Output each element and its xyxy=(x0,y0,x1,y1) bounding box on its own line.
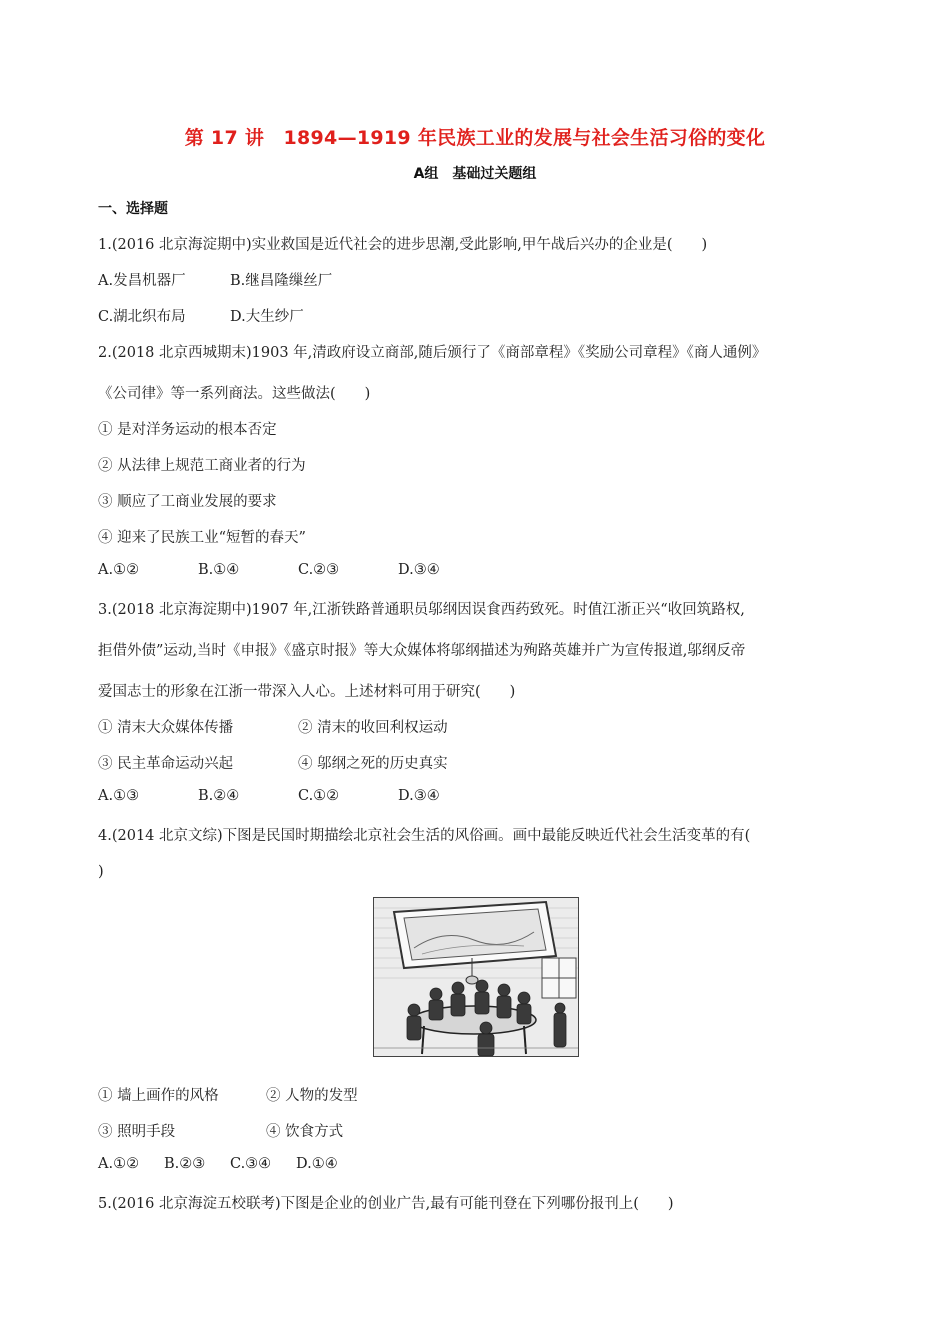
q4-options xyxy=(98,1156,338,1172)
q3-stem-line-1: 3.(2018 北京海淀期中)1907 年,江浙铁路普通职员邬纲因误食西药致死。时值江浙正兴“收回筑路权, xyxy=(98,602,745,618)
q2-statement-3: ③ 顺应了工商业发展的要求 xyxy=(98,494,277,510)
q4-option-b[interactable]: B.②③ xyxy=(164,1156,206,1172)
genre-painting-illustration xyxy=(374,898,578,1056)
q2-option-c[interactable]: C.②③ xyxy=(298,562,340,578)
q4-statements-row-1 xyxy=(98,1084,358,1105)
q2-options xyxy=(98,562,440,578)
group-title: A组 基础过关题组 xyxy=(413,166,537,182)
q3-option-d[interactable]: D.③④ xyxy=(398,788,440,804)
q3-stem-line-2: 拒借外债”运动,当时《申报》《盛京时报》等大众媒体将邬纲描述为殉路英雄并广为宣传报道,邬纲反帝 xyxy=(98,643,746,659)
q2-option-a[interactable]: A.①② xyxy=(98,562,140,578)
q4-statements-row-2 xyxy=(98,1120,343,1141)
q4-option-d[interactable]: D.①④ xyxy=(296,1156,338,1172)
section-title: 一、选择题 xyxy=(98,201,168,217)
q2-option-b[interactable]: B.①④ xyxy=(198,562,240,578)
q4-statement-1: ① 墙上画作的风格 xyxy=(98,1088,219,1104)
q4-statement-3: ③ 照明手段 xyxy=(98,1124,176,1140)
genre-painting-figure xyxy=(373,897,579,1057)
q5-stem: 5.(2016 北京海淀五校联考)下图是企业的创业广告,最有可能刊登在下列哪份报刊上( ) xyxy=(98,1196,674,1212)
q3-options xyxy=(98,788,440,804)
q3-option-b[interactable]: B.②④ xyxy=(198,788,240,804)
q4-option-c[interactable]: C.③④ xyxy=(230,1156,272,1172)
q2-statement-2: ② 从法律上规范工商业者的行为 xyxy=(98,458,306,474)
q2-statement-4: ④ 迎来了民族工业“短暂的春天” xyxy=(98,530,306,546)
q4-stem-line-1: 4.(2014 北京文综)下图是民国时期描绘北京社会生活的风俗画。画中最能反映近代社会生活变革的有( xyxy=(98,828,751,844)
q1-option-b[interactable]: B.继昌隆缫丝厂 xyxy=(230,273,333,289)
q1-options-row-1 xyxy=(98,269,332,290)
q3-option-c[interactable]: C.①② xyxy=(298,788,340,804)
q1-options-row-2 xyxy=(98,305,304,326)
q1-option-c[interactable]: C.湖北织布局 xyxy=(98,309,186,325)
q1-option-a[interactable]: A.发昌机器厂 xyxy=(98,273,186,289)
q2-option-d[interactable]: D.③④ xyxy=(398,562,440,578)
q4-statement-4: ④ 饮食方式 xyxy=(266,1124,344,1140)
page-title: 第 17 讲 1894—1919 年民族工业的发展与社会生活习俗的变化 xyxy=(184,127,766,149)
q1-option-d[interactable]: D.大生纱厂 xyxy=(230,309,304,325)
q3-statement-2: ② 清末的收回利权运动 xyxy=(298,720,448,736)
q3-statement-1: ① 清末大众媒体传播 xyxy=(98,720,234,736)
q2-statement-1: ① 是对洋务运动的根本否定 xyxy=(98,422,277,438)
q3-option-a[interactable]: A.①③ xyxy=(98,788,140,804)
q4-stem-line-2: ) xyxy=(98,864,104,880)
q3-statement-3: ③ 民主革命运动兴起 xyxy=(98,756,234,772)
q2-stem-line-2: 《公司律》等一系列商法。这些做法( ) xyxy=(98,386,371,402)
q3-statements-row-2 xyxy=(98,752,448,773)
q3-stem-line-3: 爱国志士的形象在江浙一带深入人心。上述材料可用于研究( ) xyxy=(98,684,516,700)
q4-statement-2: ② 人物的发型 xyxy=(266,1088,358,1104)
q1-stem: 1.(2016 北京海淀期中)实业救国是近代社会的进步思潮,受此影响,甲午战后兴办的企业是( ) xyxy=(98,237,708,253)
q3-statement-4: ④ 邬纲之死的历史真实 xyxy=(298,756,448,772)
q3-statements-row-1 xyxy=(98,716,448,737)
q2-stem-line-1: 2.(2018 北京西城期末)1903 年,清政府设立商部,随后颁行了《商部章程》《奖励公司章程》《商人通例》 xyxy=(98,345,767,361)
q4-option-a[interactable]: A.①② xyxy=(98,1156,140,1172)
